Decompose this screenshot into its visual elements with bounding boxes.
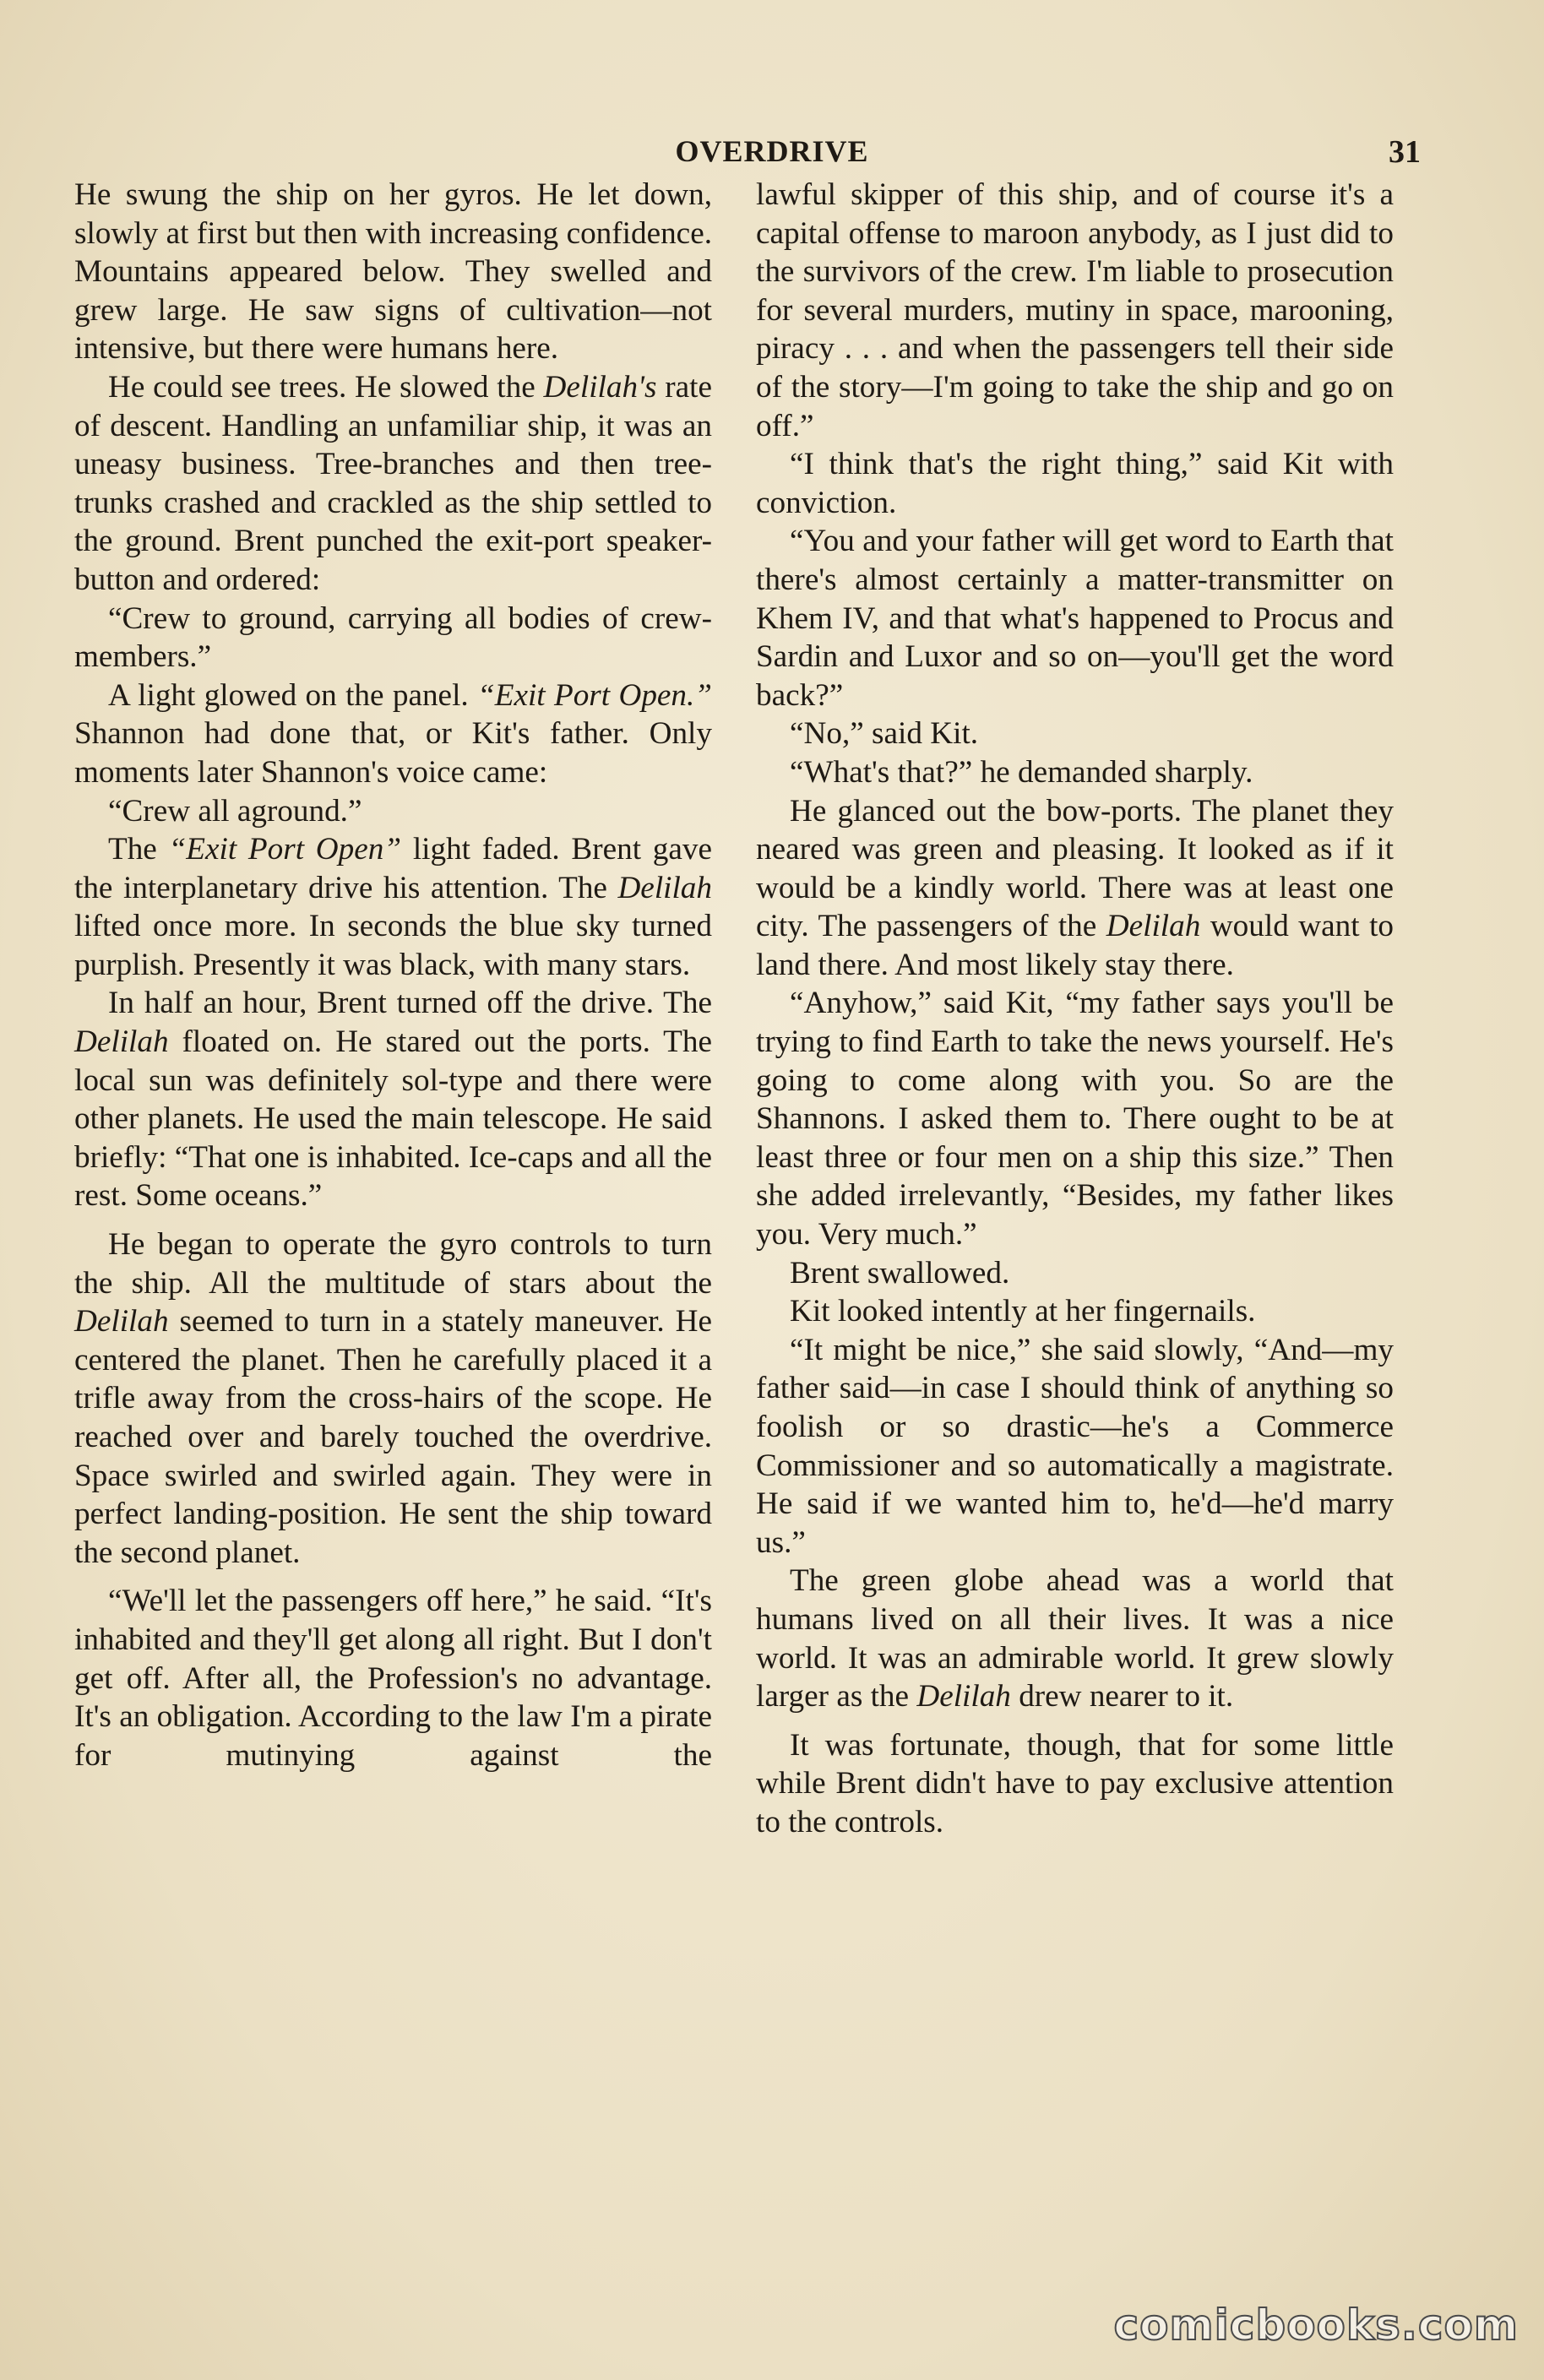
paragraph-text: “Anyhow,” said Kit, “my father says you'll be trying to find Earth to take the news yourself. He's going to come along with you. So are the Shannons. I asked them to. There ought to be at least three or four men on a ship this size.” Then she added irrelevantly, “Besides, my father likes you. Very much.” [756,986,1394,1252]
paragraph [756,176,1394,445]
ship-name: Delilah [916,1679,1011,1714]
paragraph-text: lifted once more. In seconds the blue sky turned purplish. Presently it was black, with many stars. [74,909,712,982]
paragraph-text: A light glowed on the panel. [108,677,478,713]
paragraph [74,984,712,1215]
paragraph [74,600,712,677]
paragraph [74,830,712,984]
paragraph [756,1292,1394,1331]
page-header [0,133,1544,176]
paragraph [74,792,712,831]
ship-name: Delilah [74,1304,169,1339]
paragraph [756,445,1394,522]
paragraph-text: “What's that?” he demanded sharply. [790,754,1253,790]
paragraph [756,715,1394,753]
paragraph-text: It was fortunate, though, that for some little while Brent didn't have to pay exclusive attention to the controls. [756,1727,1394,1839]
emphasis: “Exit Port Open.” [477,677,712,713]
paragraph-text: “You and your father will get word to Earth that there's almost certainly a matter-transmitter on Khem IV, and that what's happened to Procus and Sardin and Luxor and so on—you'll get the word back?” [756,524,1394,713]
paragraph-text: “I think that's the right thing,” said Kit with conviction. [756,447,1394,520]
paragraph-text: light faded. Brent gave the interplanetary drive his attention. The [74,832,712,905]
paragraph-text: drew nearer to it. [1010,1679,1234,1714]
paragraph-text: “Crew to ground, carrying all bodies of crew-members.” [74,600,712,675]
right-column [756,176,1394,1842]
watermark-logo: comicbooks.com [1113,2301,1519,2350]
paragraph-text: Kit looked intently at her fingernails. [790,1294,1256,1329]
paragraph-text: He could see trees. He slowed the [108,369,544,405]
ship-name: Delilah [1106,909,1201,944]
paragraph [756,984,1394,1253]
paragraph [756,1254,1394,1293]
paragraph-text: rate of descent. Handling an unfamiliar ship, it was an uneasy business. Tree-branches and then tree-trunks crashed and crackled as the ship settled to the ground. Brent punched the exit-port speaker-button and ordered: [74,369,712,597]
paragraph [74,1225,712,1572]
ship-name: Delilah's [543,369,657,405]
ship-name: Delilah [74,1024,169,1060]
paragraph-text: “It might be nice,” she said slowly, “And—my father said—in case I should think of anything so foolish or so drastic—he's a Commerce Commissioner and so automatically a magistrate. He said if we wanted him to, he'd—he'd marry us.” [756,1332,1394,1560]
paragraph [756,522,1394,715]
page-number: 31 [1389,134,1421,170]
paragraph [74,176,712,368]
paragraph-text: He swung the ship on her gyros. He let down, slowly at first but then with increasing confidence. Mountains appeared below. They swelled and grew large. He saw signs of cultivation—not intensive, but there were humans here. [74,177,712,367]
paragraph-text: The green globe ahead was a world that humans lived on all their lives. It was a nice world. It was an admirable world. It grew slowly larger as the [756,1563,1394,1714]
paragraph-text: would want to land there. And most likely stay there. [756,909,1394,982]
paragraph-text: “Crew all aground.” [108,793,362,829]
paragraph-text: Shannon had done that, or Kit's father. Only moments later Shannon's voice came: [74,716,712,790]
paragraph-text: lawful skipper of this ship, and of course it's a capital offense to maroon anybody, as I just did to the survivors of the crew. I'm liable to prosecution for several murders, mutiny in space, marooning, piracy . . . and when the passengers tell their side of the story—I'm going to take the ship and go on off.” [756,177,1394,443]
paragraph-text: The [108,832,169,867]
paragraph-text: He began to operate the gyro controls to turn the ship. All the multitude of stars about the [74,1227,712,1301]
paragraph [756,1562,1394,1715]
paragraph [756,1726,1394,1842]
paragraph [756,753,1394,792]
left-column [74,176,712,1774]
paragraph-text: Brent swallowed. [790,1255,1010,1291]
paragraph-text: He glanced out the bow-ports. The planet they neared was green and pleasing. It looked as if it would be a kindly world. There was at least one city. The passengers of the [756,793,1394,944]
paragraph-text: “No,” said Kit. [790,716,979,752]
ship-name: Delilah [617,870,712,905]
paragraph-text: floated on. He stared out the ports. The local sun was definitely sol-type and there were other planets. He used the main telescope. He said briefly: “That one is inhabited. Ice-caps and all the rest. Some oceans.” [74,1024,712,1214]
paragraph [74,1582,712,1774]
paragraph [756,1331,1394,1562]
running-head: OVERDRIVE [675,134,869,168]
paragraph-text: seemed to turn in a stately maneuver. He centered the planet. Then he carefully placed it a trifle away from the cross-hairs of the scope. He reached over and barely touched the overdrive. Space swirled and swirled again. They were in perfect landing-position. He sent the ship toward the second planet. [74,1304,712,1570]
paragraph-text: In half an hour, Brent turned off the drive. The [108,986,712,1021]
paragraph [756,792,1394,985]
paragraph-text: “We'll let the passengers off here,” he said. “It's inhabited and they'll get along all right. But I don't get off. After all, the Profession's no advantage. It's an obligation. According to the law I'm a pirate for mutinying against the [74,1584,712,1773]
emphasis: “Exit Port Open” [168,832,402,867]
paragraph [74,368,712,600]
paragraph [74,677,712,792]
